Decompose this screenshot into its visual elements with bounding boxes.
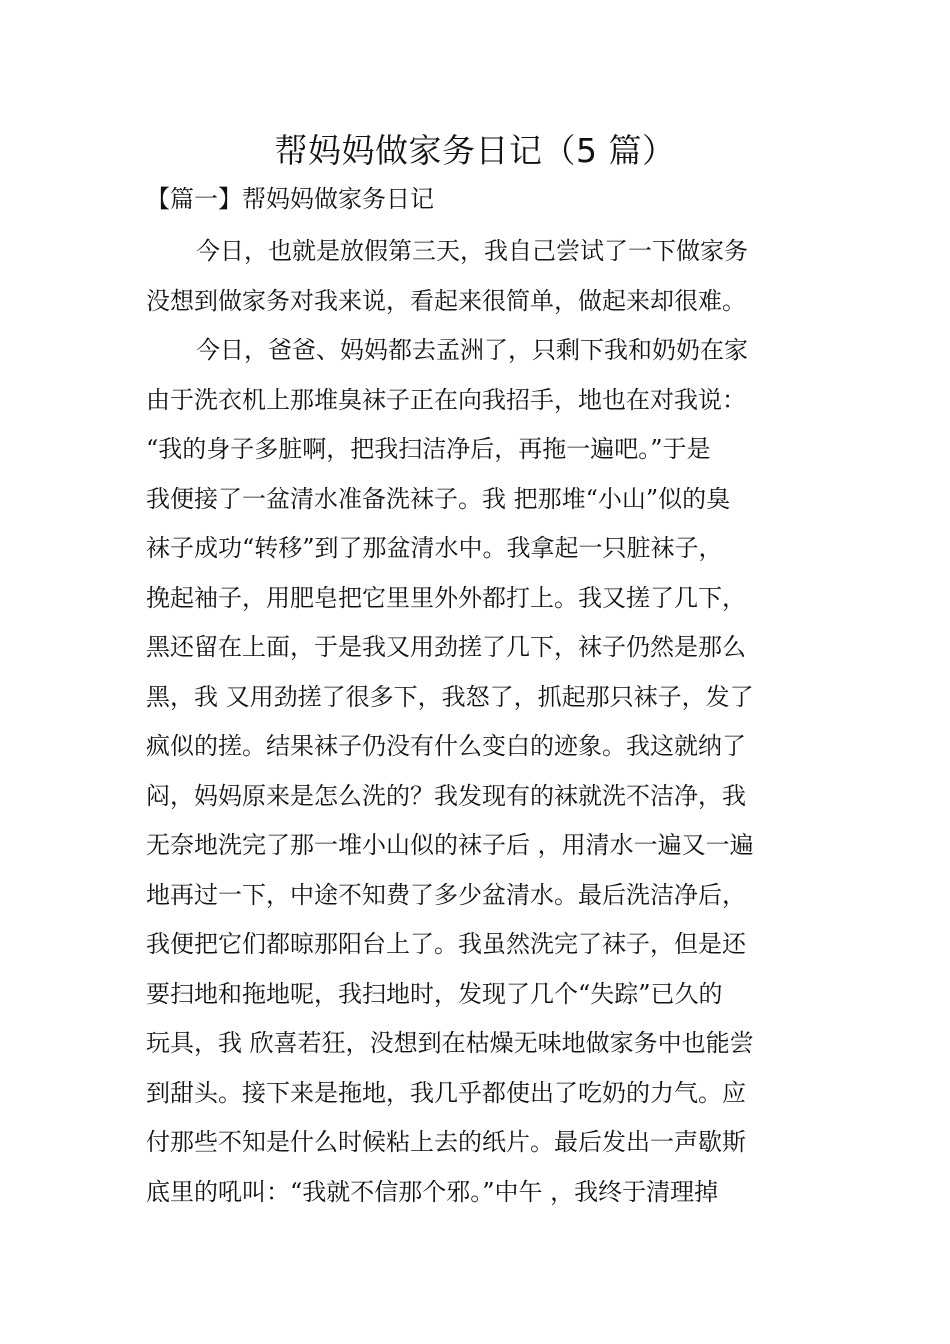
paragraph-2-line: 黑，我 又用劲搓了很多下，我怒了，抓起那只袜子，发了 <box>146 682 754 711</box>
paragraph-2-line: “我的身子多脏啊，把我扫洁净后，再拖一遍吧。”于是 <box>146 435 711 463</box>
paragraph-1-line-1: 今日，也就是放假第三天，我自己尝试了一下做家务 <box>196 237 748 265</box>
section-heading: 【篇一】帮妈妈做家务日记 <box>146 185 434 213</box>
paragraph-2-line: 袜子成功“转移”到了那盆清水中。我拿起一只脏袜子， <box>146 534 723 562</box>
paragraph-2-line: 我便接了一盆清水准备洗袜子。我 把那堆“小山”似的臭 <box>146 484 731 513</box>
paragraph-2-line: 要扫地和拖地呢，我扫地时，发现了几个“失踪”已久的 <box>146 979 723 1008</box>
paragraph-2-line: 底里的吼叫：“我就不信那个邪。”中午 ，我终于清理掉 <box>146 1177 719 1206</box>
paragraph-2-line: 由于洗衣机上那堆臭袜子正在向我招手，地也在对我说： <box>146 385 746 414</box>
paragraph-2-line: 闷，妈妈原来是怎么洗的？我发现有的袜就洗不洁净，我 <box>146 781 746 810</box>
document-title: 帮妈妈做家务日记（5 篇） <box>274 131 676 170</box>
paragraph-2-line-1: 今日，爸爸、妈妈都去孟洲了，只剩下我和奶奶在家 <box>196 336 748 364</box>
paragraph-1-line-2: 没想到做家务对我来说，看起来很简单，做起来却很难。 <box>146 286 746 315</box>
paragraph-2-line: 地再过一下，中途不知费了多少盆清水。最后洗洁净后， <box>146 880 746 909</box>
body-text <box>146 227 806 1217</box>
paragraph-2-line: 黑还留在上面，于是我又用劲搓了几下，袜子仍然是那么 <box>146 633 746 661</box>
paragraph-2-line: 疯似的搓。结果袜子仍没有什么变白的迹象。我这就纳了 <box>146 732 746 760</box>
paragraph-2-line: 付那些不知是什么时候粘上去的纸片。最后发出一声歇斯 <box>146 1128 746 1156</box>
paragraph-2-line: 到甜头。接下来是拖地，我几乎都使出了吃奶的力气。应 <box>146 1078 746 1107</box>
paragraph-2-line: 我便把它们都晾那阳台上了。我虽然洗完了袜子，但是还 <box>146 930 746 958</box>
paragraph-2-line: 无奈地洗完了那一堆小山似的袜子后 ，用清水一遍又一遍 <box>146 831 754 859</box>
paragraph-2-line: 挽起袖子，用肥皂把它里里外外都打上。我又搓了几下， <box>146 583 746 612</box>
paragraph-2-line: 玩具，我 欣喜若狂，没想到在枯燥无味地做家务中也能尝 <box>146 1029 754 1057</box>
